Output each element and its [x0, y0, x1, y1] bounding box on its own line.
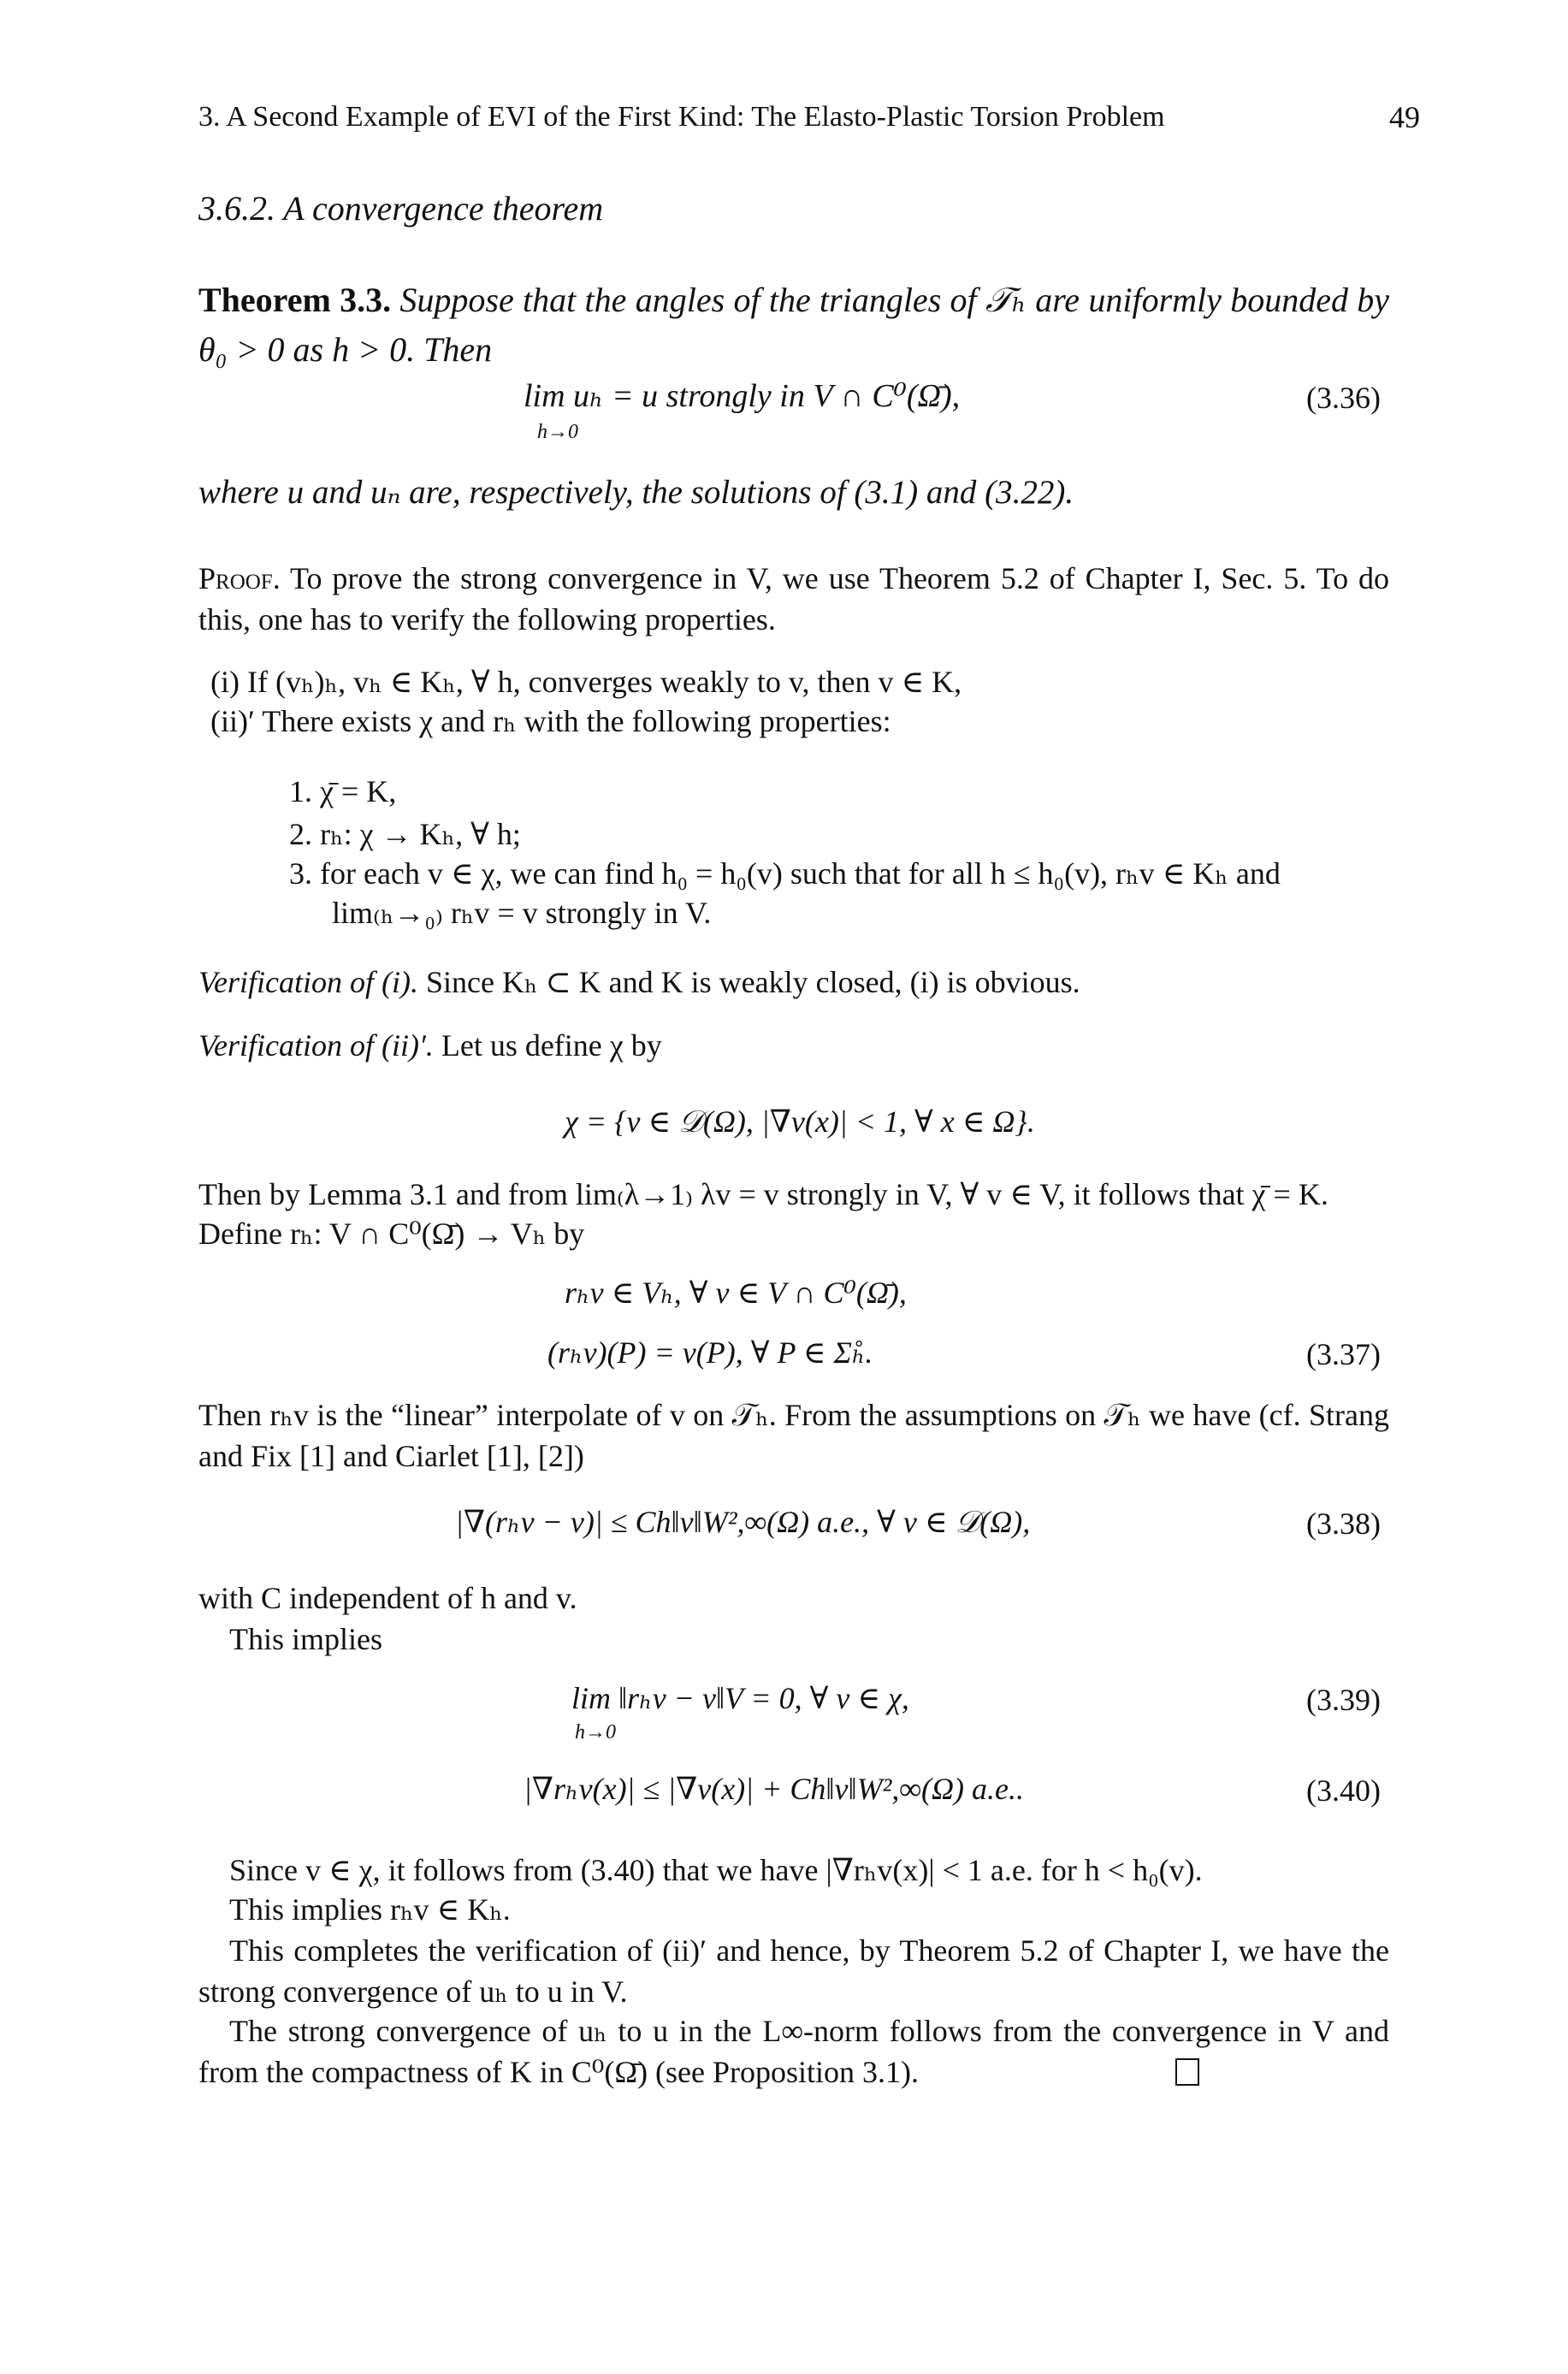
chi-definition: χ = {v ∈ 𝒟(Ω), |∇v(x)| < 1, ∀ x ∈ Ω}. — [565, 1104, 1035, 1139]
equation-3-39: lim ‖rₕv − v‖V = 0, ∀ v ∈ χ, — [571, 1681, 909, 1715]
verification-i-text: Since Kₕ ⊂ K and K is weakly closed, (i) is obvious. — [425, 965, 1080, 999]
property-2: 2. rₕ: χ → Kₕ, ∀ h; — [289, 817, 521, 851]
theorem-statement — [198, 275, 1389, 375]
proof-intro — [198, 558, 1389, 640]
equation-3-36-subscript: h→0 — [537, 421, 578, 443]
proof-intro-text: To prove the strong convergence in V, we use Theorem 5.2 of Chapter I, Sec. 5. To do this, one has to verify the following properties. — [198, 561, 1389, 636]
implies-text: This implies — [229, 1622, 382, 1656]
completes-text: This completes the verification of (ii)′ and hence, by Theorem 5.2 of Chapter I, we have the strong convergence of uₕ to u in V. — [198, 1933, 1389, 2009]
theorem-text: Suppose that the angles of the triangles of 𝒯ₕ are uniformly bounded by θ₀ > 0 as h > 0. Then — [198, 281, 1389, 369]
verification-ii — [198, 1025, 1389, 1066]
implies2-text: This implies rₕv ∈ Kₕ. — [229, 1892, 511, 1927]
equation-number-3-39: (3.39) — [1306, 1683, 1381, 1717]
equation-3-37-line1: rₕv ∈ Vₕ, ∀ v ∈ V ∩ C⁰(Ω̄), — [565, 1276, 907, 1310]
page-number: 49 — [1389, 100, 1420, 134]
independence-text: with C independent of h and v. — [198, 1581, 577, 1615]
equation-3-39-subscript: h→0 — [575, 1721, 616, 1743]
condition-ii: (ii)′ There exists χ and rₕ with the following properties: — [210, 704, 891, 738]
verification-i-label: Verification of (i). — [198, 965, 418, 999]
final-text-body: The strong convergence of uₕ to u in the L∞-norm follows from the convergence in V and from the compactness of K in C⁰(Ω̄) (see Proposition 3.1). — [198, 2014, 1389, 2089]
equation-number-3-40: (3.40) — [1306, 1773, 1381, 1808]
equation-3-37-line2: (rₕv)(P) = v(P), ∀ P ∈ Σ̊ₕ. — [547, 1335, 873, 1370]
condition-i: (i) If (vₕ)ₕ, vₕ ∈ Kₕ, ∀ h, converges weakly to v, then v ∈ K, — [210, 665, 962, 699]
verification-i — [198, 962, 1389, 1003]
property-3-cont: lim₍ₕ→₀₎ rₕv = v strongly in V. — [332, 896, 712, 930]
running-header: 3. A Second Example of EVI of the First Kind: The Elasto-Plastic Torsion Problem — [198, 101, 1165, 133]
since-text: Since v ∈ χ, it follows from (3.40) that we have |∇rₕv(x)| < 1 a.e. for h < h₀(v). — [229, 1853, 1203, 1887]
verification-ii-label: Verification of (ii)′. — [198, 1028, 434, 1063]
section-title: 3.6.2. A convergence theorem — [198, 189, 604, 228]
interpolate-text: Then rₕv is the “linear” interpolate of v on 𝒯ₕ. From the assumptions on 𝒯ₕ we have (cf. Strang and Fix [1] and Ciarlet [1], [2]) — [198, 1398, 1389, 1473]
proof-label: Proof. — [198, 561, 281, 595]
property-1: 1. χ̄ = K, — [289, 774, 397, 808]
qed-square-icon — [1175, 2058, 1199, 2086]
equation-number-3-38: (3.38) — [1306, 1507, 1381, 1541]
equation-number-3-36: (3.36) — [1306, 381, 1381, 415]
equation-number-3-37: (3.37) — [1306, 1337, 1381, 1371]
define-rh: Define rₕ: V ∩ C⁰(Ω̄) → Vₕ by — [198, 1217, 585, 1251]
theorem-label: Theorem 3.3. — [198, 281, 392, 319]
theorem-closing: where u and uₙ are, respectively, the solutions of (3.1) and (3.22). — [198, 474, 1074, 511]
verification-ii-text: Let us define χ by — [441, 1028, 662, 1063]
equation-3-36: lim uₕ = u strongly in V ∩ C⁰(Ω̄), — [524, 378, 961, 414]
lemma-line: Then by Lemma 3.1 and from lim₍λ→1₎ λv = v strongly in V, ∀ v ∈ V, it follows that χ̄ = K. — [198, 1177, 1328, 1211]
equation-3-38: |∇(rₕv − v)| ≤ Ch‖v‖W²,∞(Ω) a.e., ∀ v ∈ 𝒟(Ω), — [455, 1505, 1031, 1539]
equation-3-40: |∇rₕv(x)| ≤ |∇v(x)| + Ch‖v‖W²,∞(Ω) a.e.. — [524, 1772, 1024, 1806]
property-3: 3. for each v ∈ χ, we can find h₀ = h₀(v) such that for all h ≤ h₀(v), rₕv ∈ Kₕ and — [289, 856, 1281, 891]
final-text — [198, 2010, 1389, 2093]
